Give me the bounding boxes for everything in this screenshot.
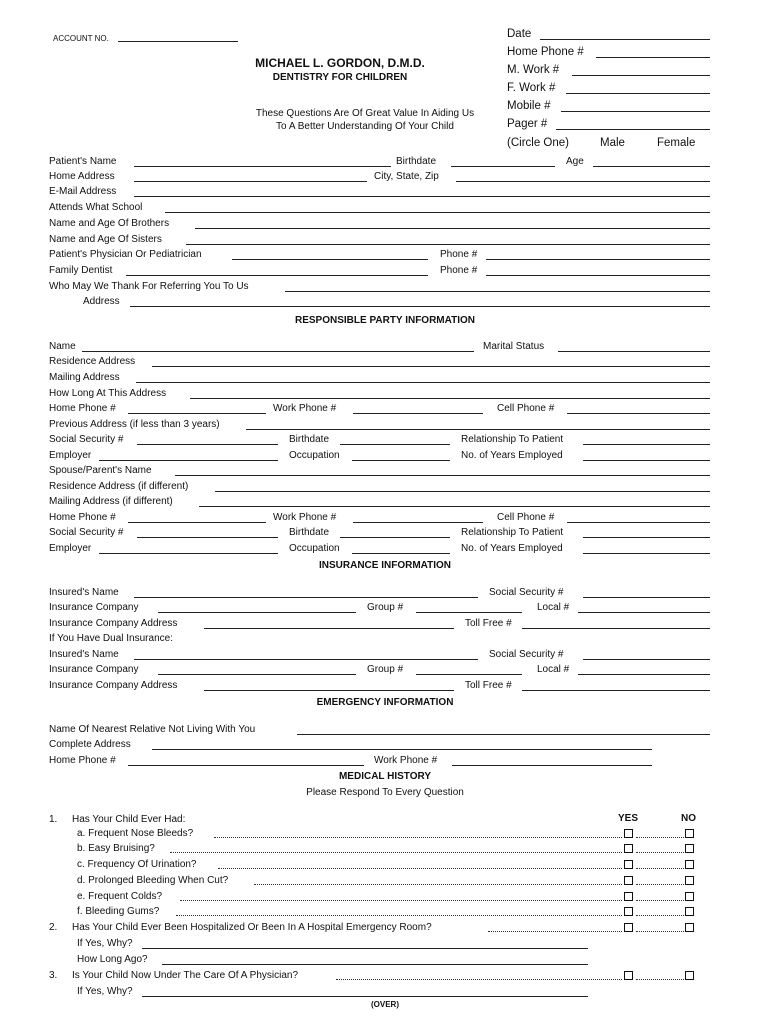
email-field[interactable]: [134, 196, 710, 197]
rp-cell-phone-label: Cell Phone #: [497, 403, 555, 414]
patient-name-field[interactable]: [134, 166, 391, 167]
sisters-label: Name and Age Of Sisters: [49, 234, 162, 245]
family-dentist-label: Family Dentist: [49, 265, 113, 276]
q1a-no-checkbox[interactable]: [685, 829, 694, 838]
q2-how-long-label: How Long Ago?: [77, 954, 148, 965]
rp-name-field[interactable]: [82, 351, 474, 352]
q3-text: Is Your Child Now Under The Care Of A Physician?: [72, 970, 299, 981]
rp2-ssn-label: Social Security #: [49, 527, 124, 538]
rp2-cell-phone-field[interactable]: [567, 522, 710, 523]
how-long-field[interactable]: [190, 398, 710, 399]
home-phone-label: Home Phone #: [507, 46, 584, 58]
leader-dots: [336, 979, 622, 980]
leader-dots: [218, 868, 622, 869]
spouse-label: Spouse/Parent's Name: [49, 465, 152, 476]
rp2-employer-field[interactable]: [99, 553, 278, 554]
insured-name-label: Insured's Name: [49, 587, 119, 598]
family-dentist-field[interactable]: [126, 275, 428, 276]
leader-dots: [176, 915, 622, 916]
q3-number: 3.: [49, 970, 58, 981]
date-field[interactable]: [540, 39, 710, 40]
residence-diff-label: Residence Address (if different): [49, 481, 189, 492]
referral-field[interactable]: [285, 291, 710, 292]
em-work-phone-label: Work Phone #: [374, 755, 438, 766]
ins2-address-label: Insurance Company Address: [49, 680, 178, 691]
medical-subheading: Please Respond To Every Question: [306, 787, 464, 798]
relative-label: Name Of Nearest Relative Not Living With You: [49, 724, 256, 735]
q2-why-label: If Yes, Why?: [77, 938, 133, 949]
mobile-label: Mobile #: [507, 100, 551, 112]
rp2-home-phone-field[interactable]: [128, 522, 266, 523]
q1c-no-checkbox[interactable]: [685, 860, 694, 869]
em-work-phone-field[interactable]: [452, 765, 652, 766]
mailing-diff-label: Mailing Address (if different): [49, 496, 173, 507]
leader-dots: [636, 837, 684, 838]
rp-ssn-label: Social Security #: [49, 434, 124, 445]
m-work-label: M. Work #: [507, 64, 560, 76]
rp2-years-field[interactable]: [583, 553, 710, 554]
ins2-company-field[interactable]: [158, 674, 356, 675]
referral-address-label: Address: [83, 296, 120, 307]
em-home-phone-label: Home Phone #: [49, 755, 116, 766]
insurance-heading: INSURANCE INFORMATION: [318, 560, 452, 571]
ins-address-label: Insurance Company Address: [49, 618, 178, 629]
over-indicator: (OVER): [371, 1000, 399, 1009]
q1a-yes-checkbox[interactable]: [624, 829, 633, 838]
physician-field[interactable]: [232, 259, 428, 260]
rp-cell-phone-field[interactable]: [567, 413, 710, 414]
previous-address-field[interactable]: [246, 429, 710, 430]
leader-dots: [170, 852, 622, 853]
relative-field[interactable]: [297, 734, 710, 735]
rp-occupation-label: Occupation: [289, 450, 340, 461]
q1e-no-checkbox[interactable]: [685, 892, 694, 901]
q1-item-a: a. Frequent Nose Bleeds?: [77, 828, 194, 839]
em-address-field[interactable]: [152, 749, 652, 750]
ins2-ssn-field[interactable]: [583, 659, 710, 660]
rp2-cell-phone-label: Cell Phone #: [497, 512, 555, 523]
group-label: Group #: [367, 602, 404, 613]
rp-work-phone-label: Work Phone #: [273, 403, 337, 414]
q1-text: Has Your Child Ever Had:: [72, 814, 186, 825]
rp-occupation-field[interactable]: [352, 460, 450, 461]
insured2-name-label: Insured's Name: [49, 649, 119, 660]
medical-heading: MEDICAL HISTORY: [338, 771, 432, 782]
emergency-heading: EMERGENCY INFORMATION: [316, 697, 454, 708]
account-number-field[interactable]: [118, 41, 238, 42]
age-field[interactable]: [593, 166, 710, 167]
insured2-name-field[interactable]: [134, 659, 478, 660]
q2-why-field[interactable]: [142, 948, 588, 949]
q2-number: 2.: [49, 922, 58, 933]
q1b-no-checkbox[interactable]: [685, 844, 694, 853]
group2-field[interactable]: [416, 674, 522, 675]
ins2-address-field[interactable]: [204, 690, 454, 691]
rp-relationship-label: Relationship To Patient: [461, 434, 564, 445]
rp2-work-phone-label: Work Phone #: [273, 512, 337, 523]
rp2-home-phone-label: Home Phone #: [49, 512, 116, 523]
q1e-yes-checkbox[interactable]: [624, 892, 633, 901]
brothers-field[interactable]: [195, 228, 710, 229]
marital-status-label: Marital Status: [483, 341, 545, 352]
ins-company-label: Insurance Company: [49, 602, 139, 613]
leader-dots: [214, 837, 622, 838]
referral-label: Who May We Thank For Referring You To Us: [49, 281, 249, 292]
city-state-zip-field[interactable]: [456, 181, 710, 182]
yes-column-label: YES: [618, 813, 639, 824]
mailing-field[interactable]: [136, 382, 710, 383]
intro-line-1: These Questions Are Of Great Value In Aiding Us: [255, 108, 475, 119]
rp2-ssn-field[interactable]: [137, 537, 278, 538]
dual-insurance-label: If You Have Dual Insurance:: [49, 633, 173, 644]
q1-item-f: f. Bleeding Gums?: [77, 906, 160, 917]
mailing-label: Mailing Address: [49, 372, 120, 383]
previous-address-label: Previous Address (if less than 3 years): [49, 419, 220, 430]
leader-dots: [488, 931, 622, 932]
q2-yes-checkbox[interactable]: [624, 923, 633, 932]
rp-employer-field[interactable]: [99, 460, 278, 461]
em-home-phone-field[interactable]: [128, 765, 364, 766]
q1-item-b: b. Easy Bruising?: [77, 843, 155, 854]
rp-ssn-field[interactable]: [137, 444, 278, 445]
q3-why-label: If Yes, Why?: [77, 986, 133, 997]
ins-company-field[interactable]: [158, 612, 356, 613]
rp-birthdate-field[interactable]: [340, 444, 450, 445]
rp2-occupation-field[interactable]: [352, 553, 450, 554]
q2-no-checkbox[interactable]: [685, 923, 694, 932]
q2-text: Has Your Child Ever Been Hospitalized Or Been In A Hospital Emergency Room?: [72, 922, 432, 933]
leader-dots: [254, 884, 622, 885]
how-long-label: How Long At This Address: [49, 388, 167, 399]
local-label: Local #: [537, 602, 570, 613]
pager-field[interactable]: [556, 129, 710, 130]
q3-yes-checkbox[interactable]: [624, 971, 633, 980]
residence-label: Residence Address: [49, 356, 136, 367]
local-field[interactable]: [578, 612, 710, 613]
rp2-work-phone-field[interactable]: [353, 522, 483, 523]
ins2-ssn-label: Social Security #: [489, 649, 564, 660]
f-work-field[interactable]: [566, 93, 710, 94]
q1-number: 1.: [49, 814, 58, 825]
q1d-yes-checkbox[interactable]: [624, 876, 633, 885]
home-phone-field[interactable]: [596, 57, 710, 58]
mobile-field[interactable]: [561, 111, 710, 112]
email-label: E-Mail Address: [49, 186, 117, 197]
pager-label: Pager #: [507, 118, 548, 130]
rp-home-phone-field[interactable]: [128, 413, 266, 414]
q2-how-long-field[interactable]: [162, 964, 588, 965]
q1c-yes-checkbox[interactable]: [624, 860, 633, 869]
no-column-label: NO: [681, 813, 696, 824]
q3-no-checkbox[interactable]: [685, 971, 694, 980]
insured-name-field[interactable]: [134, 597, 478, 598]
q1-item-c: c. Frequency Of Urination?: [77, 859, 197, 870]
leader-dots: [636, 884, 684, 885]
q1-item-e: e. Frequent Colds?: [77, 891, 163, 902]
leader-dots: [636, 931, 684, 932]
rp2-birthdate-field[interactable]: [340, 537, 450, 538]
rp-work-phone-field[interactable]: [353, 413, 483, 414]
city-state-zip-label: City, State, Zip: [374, 171, 439, 182]
practice-name: DENTISTRY FOR CHILDREN: [272, 72, 408, 83]
home-address-field[interactable]: [134, 181, 367, 182]
residence-field[interactable]: [152, 366, 710, 367]
rp2-relationship-label: Relationship To Patient: [461, 527, 564, 538]
referral-address-field[interactable]: [130, 306, 710, 307]
rp2-relationship-field[interactable]: [583, 537, 710, 538]
leader-dots: [180, 900, 622, 901]
leader-dots: [636, 852, 684, 853]
rp-home-phone-label: Home Phone #: [49, 403, 116, 414]
local2-label: Local #: [537, 664, 570, 675]
residence-diff-field[interactable]: [215, 491, 710, 492]
toll-free-field[interactable]: [522, 628, 710, 629]
group2-label: Group #: [367, 664, 404, 675]
physician-phone-label: Phone #: [440, 249, 478, 260]
home-address-label: Home Address: [49, 171, 115, 182]
toll-free-label: Toll Free #: [465, 618, 512, 629]
birthdate-label: Birthdate: [396, 156, 437, 167]
leader-dots: [636, 900, 684, 901]
dentist-phone-label: Phone #: [440, 265, 478, 276]
q1f-no-checkbox[interactable]: [685, 907, 694, 916]
birthdate-field[interactable]: [451, 166, 555, 167]
ins-address-field[interactable]: [204, 628, 454, 629]
ins-ssn-label: Social Security #: [489, 587, 564, 598]
intro-line-2: To A Better Understanding Of Your Child: [276, 121, 454, 132]
rp2-occupation-label: Occupation: [289, 543, 340, 554]
age-label: Age: [566, 156, 584, 167]
rp-employer-label: Employer: [49, 450, 92, 461]
rp2-years-label: No. of Years Employed: [461, 543, 563, 554]
doctor-name: MICHAEL L. GORDON, D.M.D.: [255, 56, 425, 70]
leader-dots: [636, 915, 684, 916]
rp-years-label: No. of Years Employed: [461, 450, 563, 461]
rp-relationship-field[interactable]: [583, 444, 710, 445]
marital-status-field[interactable]: [558, 351, 710, 352]
rp-birthdate-label: Birthdate: [289, 434, 330, 445]
q3-why-field[interactable]: [142, 996, 588, 997]
q1-item-d: d. Prolonged Bleeding When Cut?: [77, 875, 229, 886]
leader-dots: [636, 868, 684, 869]
spouse-field[interactable]: [175, 475, 710, 476]
rp2-birthdate-label: Birthdate: [289, 527, 330, 538]
female-option[interactable]: Female: [657, 137, 696, 149]
toll-free2-label: Toll Free #: [465, 680, 512, 691]
ins2-company-label: Insurance Company: [49, 664, 139, 675]
rp-years-field[interactable]: [583, 460, 710, 461]
patient-name-label: Patient's Name: [49, 156, 117, 167]
physician-phone-field[interactable]: [486, 259, 710, 260]
m-work-field[interactable]: [572, 75, 710, 76]
school-field[interactable]: [165, 212, 710, 213]
ins-ssn-field[interactable]: [583, 597, 710, 598]
em-address-label: Complete Address: [49, 739, 131, 750]
rp-name-label: Name: [49, 341, 76, 352]
q1d-no-checkbox[interactable]: [685, 876, 694, 885]
leader-dots: [636, 979, 684, 980]
school-label: Attends What School: [49, 202, 143, 213]
toll-free2-field[interactable]: [522, 690, 710, 691]
account-number-label: ACCOUNT NO.: [53, 34, 109, 43]
group-field[interactable]: [416, 612, 522, 613]
q1f-yes-checkbox[interactable]: [624, 907, 633, 916]
responsible-heading: RESPONSIBLE PARTY INFORMATION: [294, 315, 475, 326]
rp2-employer-label: Employer: [49, 543, 92, 554]
f-work-label: F. Work #: [507, 82, 556, 94]
physician-label: Patient's Physician Or Pediatrician: [49, 249, 202, 260]
dentist-phone-field[interactable]: [486, 275, 710, 276]
circle-one-label: (Circle One): [507, 137, 569, 149]
sisters-field[interactable]: [186, 244, 710, 245]
local2-field[interactable]: [578, 674, 710, 675]
q1b-yes-checkbox[interactable]: [624, 844, 633, 853]
mailing-diff-field[interactable]: [199, 506, 710, 507]
male-option[interactable]: Male: [600, 137, 625, 149]
brothers-label: Name and Age Of Brothers: [49, 218, 170, 229]
date-label: Date: [507, 28, 532, 40]
